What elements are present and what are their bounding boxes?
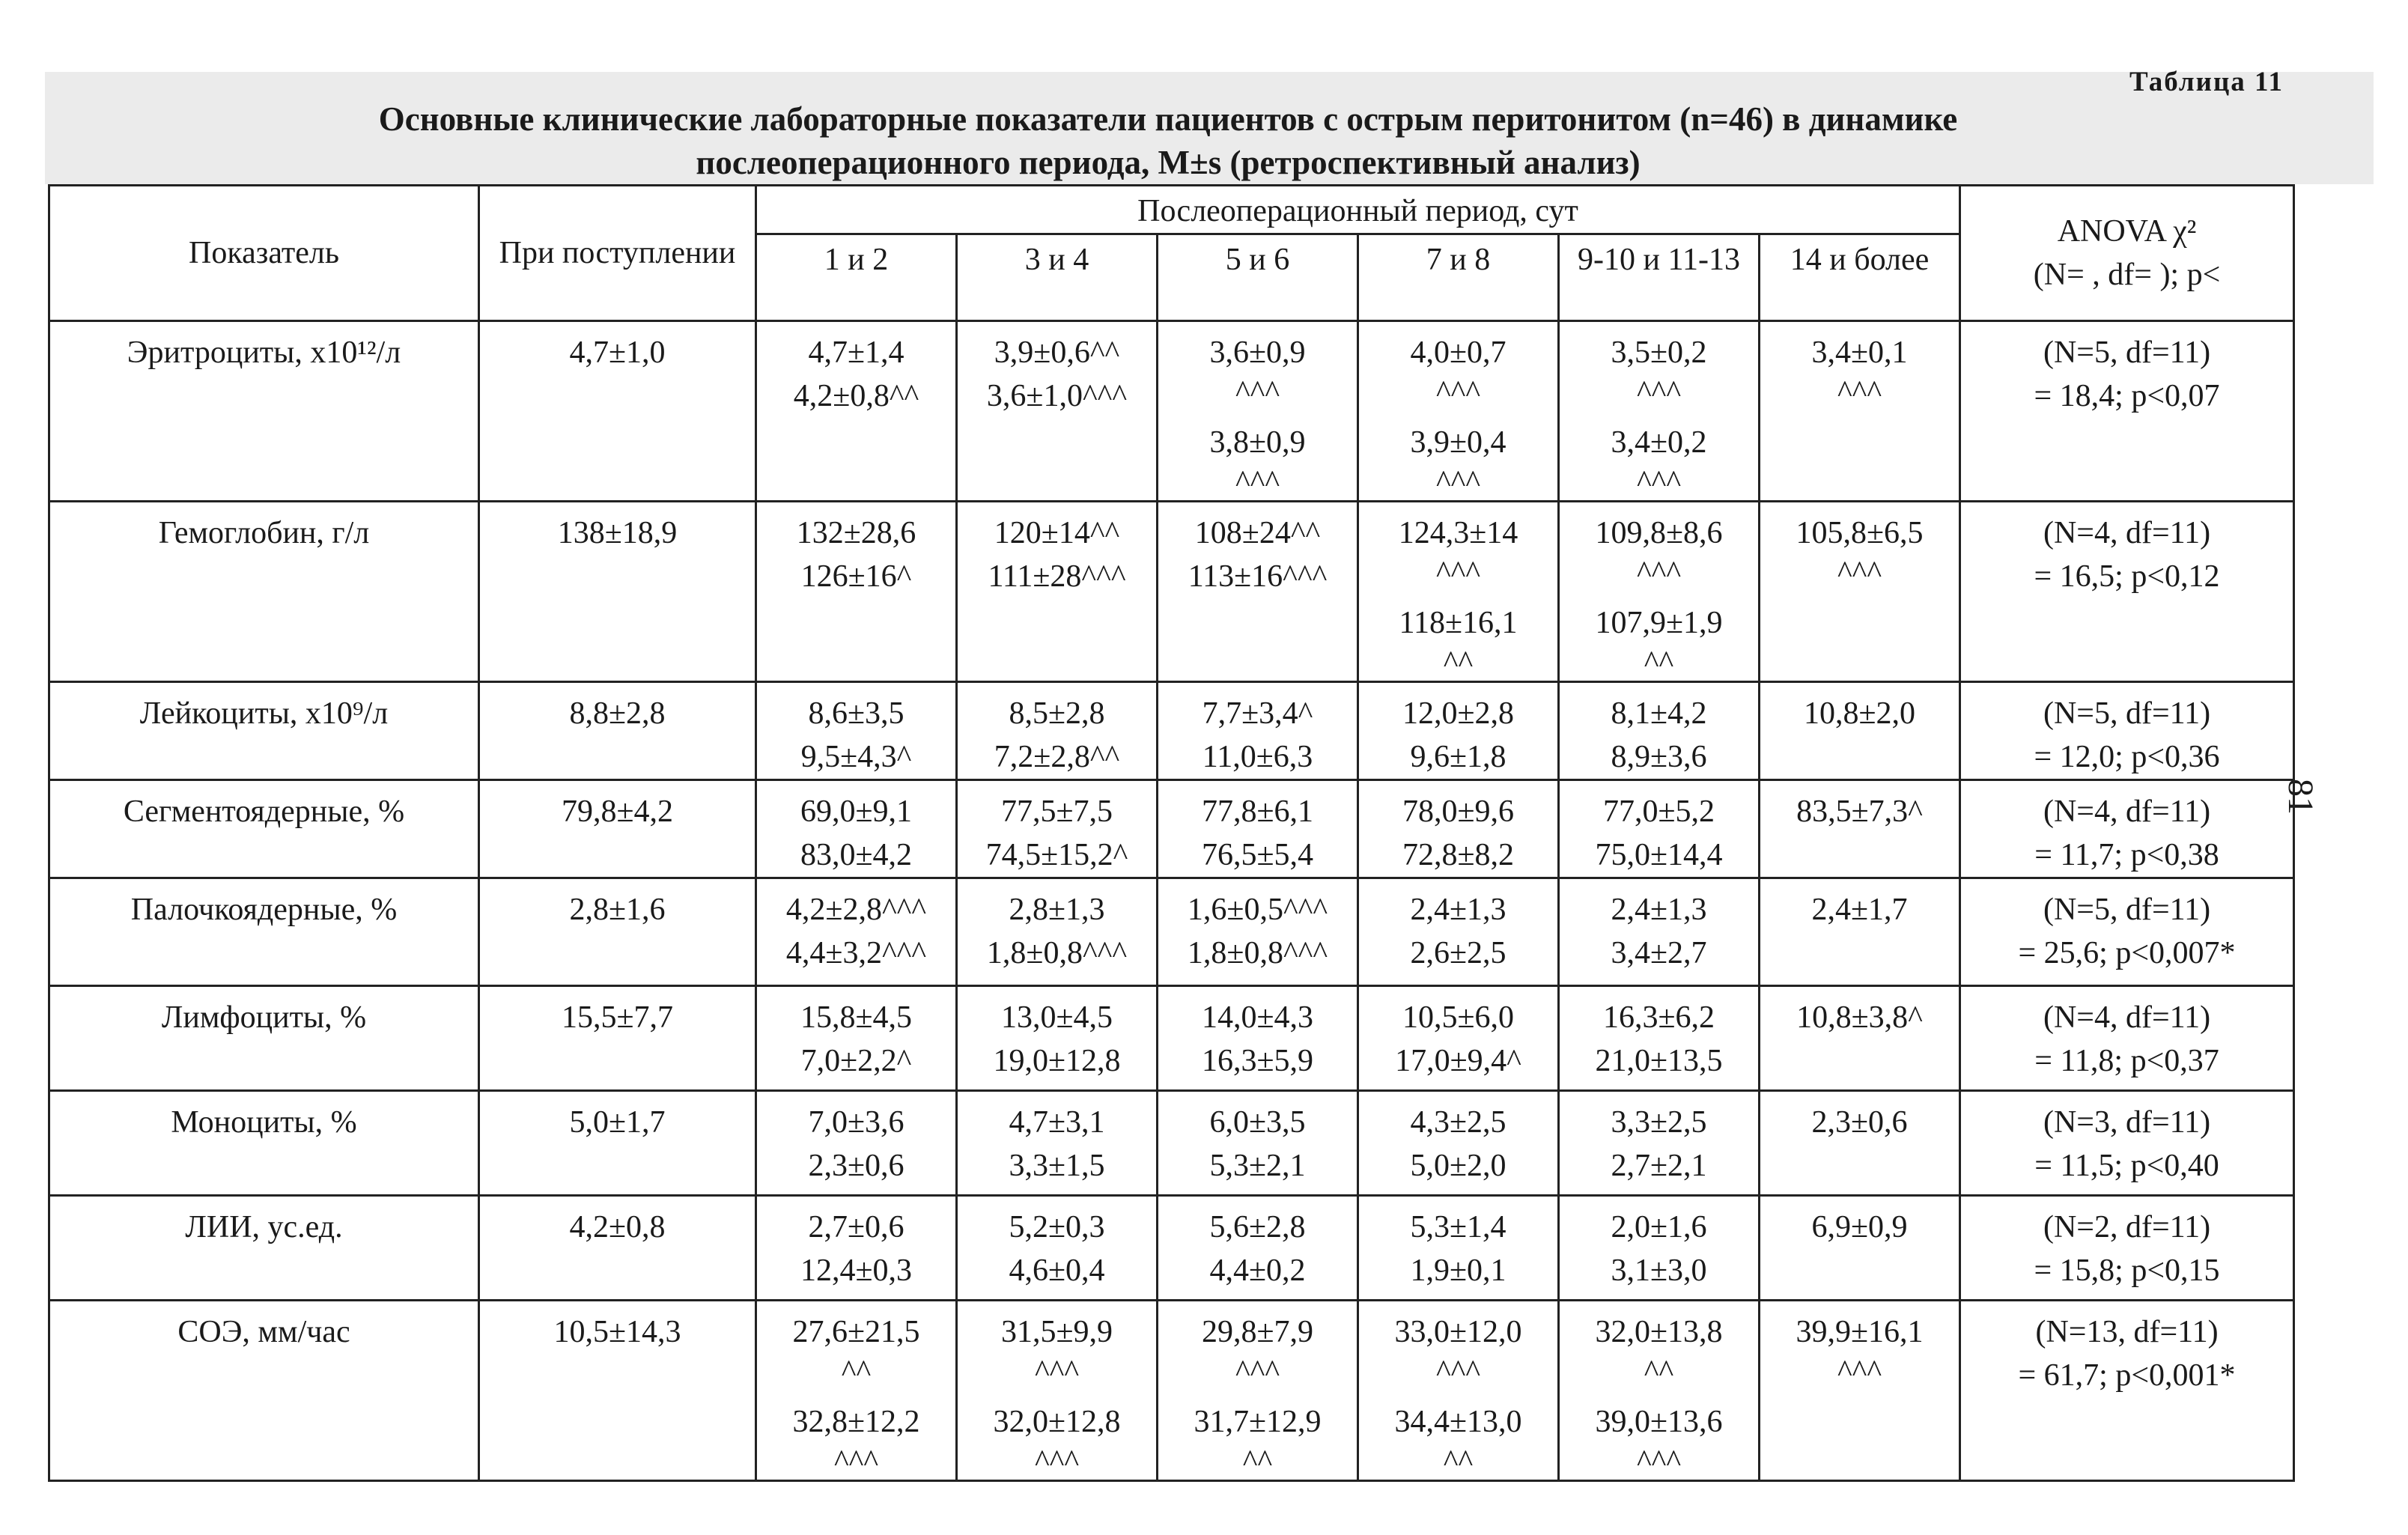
period-value-cell [1158, 321, 1358, 502]
period-value-cell [1760, 1196, 1960, 1301]
cell-value: 6,9±0,9 [1811, 1210, 1908, 1244]
period-value-cell [756, 502, 957, 682]
period-value-cell [1559, 780, 1760, 878]
cell-spacer [1163, 410, 1352, 421]
cell-value: 32,0±13,8 [1595, 1315, 1723, 1349]
period-value-cell [957, 1196, 1158, 1301]
period-value-cell [1158, 1301, 1358, 1481]
table-title-line-2: послеоперационного периода, M±s (ретроспективный анализ) [696, 144, 1641, 181]
cell-spacer [1363, 410, 1553, 421]
period-value-cell [756, 1091, 957, 1196]
header-anova-line-1: ANOVA χ² [2057, 214, 2197, 249]
cell-value: 3,1±3,0 [1611, 1253, 1707, 1288]
admission-value: 8,8±2,8 [479, 682, 756, 780]
cell-value: 19,0±12,8 [993, 1044, 1121, 1078]
period-value-cell [756, 1196, 957, 1301]
significance-mark: ^^^ [1235, 1355, 1280, 1389]
period-value-cell [1760, 1091, 1960, 1196]
cell-value: 109,8±8,6 [1595, 516, 1723, 550]
anova-result [1960, 1091, 2294, 1196]
anova-line: = 16,5; p<0,12 [2034, 559, 2220, 594]
cell-value: 72,8±8,2 [1402, 838, 1515, 872]
cell-value: 7,7±3,4^ [1202, 696, 1313, 731]
cell-value: 2,3±0,6 [1811, 1105, 1908, 1140]
cell-value: 4,6±0,4 [1009, 1253, 1105, 1288]
row-parameter-name: Сегментоядерные, % [49, 780, 479, 878]
significance-mark: ^^^ [1435, 465, 1481, 499]
cell-value: 75,0±14,4 [1595, 838, 1723, 872]
period-value-cell [1760, 682, 1960, 780]
anova-line: = 15,8; p<0,15 [2034, 1253, 2220, 1288]
cell-value: 8,5±2,8 [1009, 696, 1105, 731]
cell-value: 4,0±0,7 [1410, 335, 1506, 370]
significance-mark: ^^ [1644, 645, 1674, 680]
cell-value: 132±28,6 [796, 516, 916, 550]
period-value-cell [1559, 682, 1760, 780]
significance-mark: ^^ [841, 1355, 872, 1389]
row-parameter-name: Лейкоциты, x10⁹/л [49, 682, 479, 780]
anova-line: (N=5, df=11) [2043, 893, 2211, 927]
cell-value: 3,5±0,2 [1611, 335, 1707, 370]
cell-value: 3,4±0,1 [1811, 335, 1908, 370]
row-parameter-name: СОЭ, мм/час [49, 1301, 479, 1481]
cell-value: 29,8±7,9 [1201, 1315, 1314, 1349]
significance-mark: ^^^ [1636, 556, 1682, 590]
anova-line: = 61,7; p<0,001* [2018, 1358, 2236, 1393]
admission-value: 10,5±14,3 [479, 1301, 756, 1481]
cell-value: 2,4±1,3 [1410, 893, 1506, 927]
cell-value: 74,5±15,2^ [985, 838, 1128, 872]
cell-value: 7,2±2,8^^ [994, 740, 1120, 774]
cell-value: 113±16^^^ [1188, 559, 1328, 594]
anova-result [1960, 780, 2294, 878]
anova-line: (N=4, df=11) [2043, 516, 2211, 550]
period-value-cell [957, 986, 1158, 1091]
cell-value: 7,0±2,2^ [800, 1044, 912, 1078]
table-row [49, 321, 2294, 502]
row-parameter-name: Палочкоядерные, % [49, 878, 479, 986]
cell-value: 5,3±2,1 [1209, 1149, 1306, 1183]
period-value-cell [957, 878, 1158, 986]
period-value-cell [1358, 1196, 1559, 1301]
admission-value: 79,8±4,2 [479, 780, 756, 878]
period-value-cell [1158, 682, 1358, 780]
cell-value: 39,9±16,1 [1796, 1315, 1924, 1349]
header-period-4: 7 и 8 [1358, 234, 1559, 321]
period-value-cell [957, 321, 1158, 502]
cell-value: 107,9±1,9 [1595, 606, 1723, 640]
cell-value: 31,5±9,9 [1000, 1315, 1113, 1349]
table-row [49, 878, 2294, 986]
cell-value: 78,0±9,6 [1402, 794, 1515, 829]
cell-value: 5,0±2,0 [1410, 1149, 1506, 1183]
cell-value: 83,5±7,3^ [1796, 794, 1923, 829]
header-period-2: 3 и 4 [957, 234, 1158, 321]
cell-spacer [1564, 591, 1754, 601]
cell-spacer [1564, 1390, 1754, 1400]
cell-value: 77,5±7,5 [1000, 794, 1113, 829]
cell-value: 3,9±0,6^^ [994, 335, 1120, 370]
cell-value: 4,4±3,2^^^ [785, 936, 927, 970]
header-period-3: 5 и 6 [1158, 234, 1358, 321]
cell-value: 2,4±1,7 [1811, 893, 1908, 927]
significance-mark: ^^^ [1837, 375, 1882, 410]
cell-value: 8,9±3,6 [1611, 740, 1707, 774]
anova-line: (N=2, df=11) [2043, 1210, 2211, 1244]
cell-value: 32,0±12,8 [993, 1405, 1121, 1439]
cell-value: 3,6±0,9 [1209, 335, 1306, 370]
significance-mark: ^^^ [1034, 1444, 1080, 1479]
anova-result [1960, 1196, 2294, 1301]
cell-value: 4,4±0,2 [1209, 1253, 1306, 1288]
anova-line: (N=4, df=11) [2043, 794, 2211, 829]
admission-value: 15,5±7,7 [479, 986, 756, 1091]
period-value-cell [756, 682, 957, 780]
anova-line: (N=13, df=11) [2035, 1315, 2219, 1349]
cell-spacer [1564, 410, 1754, 421]
cell-value: 16,3±6,2 [1602, 1000, 1715, 1035]
anova-line: = 25,6; p<0,007* [2018, 936, 2236, 970]
cell-value: 3,4±2,7 [1611, 936, 1707, 970]
header-parameter: Показатель [49, 186, 479, 321]
cell-value: 11,0±6,3 [1202, 740, 1313, 774]
cell-value: 6,0±3,5 [1209, 1105, 1306, 1140]
anova-line: (N=3, df=11) [2043, 1105, 2211, 1140]
cell-value: 10,5±6,0 [1402, 1000, 1515, 1035]
cell-value: 8,1±4,2 [1611, 696, 1707, 731]
cell-value: 5,2±0,3 [1009, 1210, 1105, 1244]
table-row [49, 682, 2294, 780]
cell-value: 4,2±0,8^^ [793, 379, 919, 413]
significance-mark: ^^^ [1034, 1355, 1080, 1389]
period-value-cell [1559, 986, 1760, 1091]
period-value-cell [756, 878, 957, 986]
admission-value: 4,7±1,0 [479, 321, 756, 502]
cell-value: 21,0±13,5 [1595, 1044, 1723, 1078]
cell-value: 1,8±0,8^^^ [1187, 936, 1328, 970]
table-row [49, 986, 2294, 1091]
period-value-cell [1760, 1301, 1960, 1481]
admission-value: 2,8±1,6 [479, 878, 756, 986]
anova-result [1960, 321, 2294, 502]
header-postop-period: Послеоперационный период, сут [756, 186, 1960, 234]
page-number: 81 [2281, 779, 2320, 815]
lab-indicators-table [48, 184, 2295, 1482]
period-value-cell [1760, 986, 1960, 1091]
cell-value: 126±16^ [800, 559, 912, 594]
cell-value: 1,6±0,5^^^ [1187, 893, 1328, 927]
period-value-cell [1559, 502, 1760, 682]
period-value-cell [1760, 780, 1960, 878]
period-value-cell [1358, 878, 1559, 986]
period-value-cell [1559, 1301, 1760, 1481]
period-value-cell [1559, 878, 1760, 986]
cell-value: 12,0±2,8 [1402, 696, 1515, 731]
cell-value: 16,3±5,9 [1201, 1044, 1314, 1078]
period-value-cell [1358, 780, 1559, 878]
period-value-cell [1760, 878, 1960, 986]
cell-value: 3,4±0,2 [1611, 425, 1707, 460]
row-parameter-name: Гемоглобин, г/л [49, 502, 479, 682]
significance-mark: ^^ [1644, 1355, 1674, 1389]
significance-mark: ^^^ [1636, 375, 1682, 410]
cell-spacer [761, 1390, 951, 1400]
period-value-cell [957, 682, 1158, 780]
cell-spacer [1363, 591, 1553, 601]
anova-line: (N=4, df=11) [2043, 1000, 2211, 1035]
anova-line: (N=5, df=11) [2043, 335, 2211, 370]
cell-value: 31,7±12,9 [1194, 1405, 1322, 1439]
cell-value: 83,0±4,2 [800, 838, 913, 872]
period-value-cell [1358, 1091, 1559, 1196]
table-label: Таблица 11 [2129, 67, 2284, 97]
cell-value: 105,8±6,5 [1796, 516, 1924, 550]
period-value-cell [1559, 1196, 1760, 1301]
cell-value: 3,6±1,0^^^ [986, 379, 1128, 413]
significance-mark: ^^^ [1837, 1355, 1882, 1389]
header-admission: При поступлении [479, 186, 756, 321]
period-value-cell [1559, 1091, 1760, 1196]
cell-value: 10,8±2,0 [1803, 696, 1916, 731]
cell-value: 9,6±1,8 [1410, 740, 1506, 774]
cell-value: 2,4±1,3 [1611, 893, 1707, 927]
cell-value: 3,3±1,5 [1009, 1149, 1105, 1183]
admission-value: 4,2±0,8 [479, 1196, 756, 1301]
cell-value: 120±14^^ [994, 516, 1120, 550]
cell-value: 39,0±13,6 [1595, 1405, 1723, 1439]
significance-mark: ^^^ [1235, 465, 1280, 499]
anova-result [1960, 986, 2294, 1091]
cell-value: 10,8±3,8^ [1796, 1000, 1923, 1035]
cell-value: 3,3±2,5 [1611, 1105, 1707, 1140]
period-value-cell [1158, 878, 1358, 986]
admission-value: 5,0±1,7 [479, 1091, 756, 1196]
period-value-cell [1158, 986, 1358, 1091]
cell-value: 77,8±6,1 [1201, 794, 1314, 829]
cell-value: 118±16,1 [1399, 606, 1518, 640]
period-value-cell [1158, 502, 1358, 682]
cell-value: 1,8±0,8^^^ [986, 936, 1128, 970]
period-value-cell [1358, 1301, 1559, 1481]
cell-value: 108±24^^ [1194, 516, 1321, 550]
significance-mark: ^^ [1242, 1444, 1273, 1479]
period-value-cell [1358, 502, 1559, 682]
table-row [49, 1301, 2294, 1481]
period-value-cell [756, 321, 957, 502]
cell-value: 4,3±2,5 [1410, 1105, 1506, 1140]
period-value-cell [756, 986, 957, 1091]
header-anova [1960, 186, 2294, 321]
cell-value: 27,6±21,5 [792, 1315, 920, 1349]
header-anova-line-2: (N= , df= ); p< [2033, 258, 2221, 292]
cell-value: 33,0±12,0 [1394, 1315, 1522, 1349]
table-title-line-1: Основные клинические лабораторные показатели пациентов с острым перитонитом (n=46) в динамике [378, 100, 1958, 138]
cell-value: 9,5±4,3^ [800, 740, 912, 774]
cell-value: 69,0±9,1 [800, 794, 913, 829]
cell-value: 12,4±0,3 [800, 1253, 913, 1288]
cell-value: 2,7±2,1 [1611, 1149, 1707, 1183]
significance-mark: ^^^ [1235, 375, 1280, 410]
table-row [49, 502, 2294, 682]
table-row [49, 780, 2294, 878]
significance-mark: ^^^ [1435, 375, 1481, 410]
period-value-cell [1358, 682, 1559, 780]
cell-value: 76,5±5,4 [1201, 838, 1314, 872]
anova-result [1960, 502, 2294, 682]
anova-result [1960, 682, 2294, 780]
row-parameter-name: Моноциты, % [49, 1091, 479, 1196]
header-period-5: 9-10 и 11-13 [1559, 234, 1760, 321]
cell-value: 124,3±14 [1398, 516, 1518, 550]
anova-result [1960, 878, 2294, 986]
significance-mark: ^^^ [1837, 556, 1882, 590]
cell-spacer [1163, 1390, 1352, 1400]
period-value-cell [957, 1301, 1158, 1481]
period-value-cell [957, 1091, 1158, 1196]
significance-mark: ^^^ [1636, 465, 1682, 499]
significance-mark: ^^ [1443, 1444, 1474, 1479]
cell-value: 32,8±12,2 [792, 1405, 920, 1439]
cell-value: 77,0±5,2 [1602, 794, 1715, 829]
row-parameter-name: Лимфоциты, % [49, 986, 479, 1091]
period-value-cell [1158, 780, 1358, 878]
anova-line: = 11,7; p<0,38 [2034, 838, 2219, 872]
cell-value: 2,7±0,6 [808, 1210, 904, 1244]
cell-value: 4,7±1,4 [808, 335, 904, 370]
row-parameter-name: ЛИИ, ус.ед. [49, 1196, 479, 1301]
period-value-cell [1559, 321, 1760, 502]
cell-value: 2,6±2,5 [1410, 936, 1506, 970]
period-value-cell [957, 502, 1158, 682]
period-value-cell [1760, 502, 1960, 682]
cell-value: 2,0±1,6 [1611, 1210, 1707, 1244]
significance-mark: ^^^ [833, 1444, 879, 1479]
period-value-cell [1158, 1091, 1358, 1196]
cell-spacer [1363, 1390, 1553, 1400]
admission-value: 138±18,9 [479, 502, 756, 682]
cell-value: 13,0±4,5 [1000, 1000, 1113, 1035]
table-row [49, 1196, 2294, 1301]
period-value-cell [756, 1301, 957, 1481]
period-value-cell [957, 780, 1158, 878]
significance-mark: ^^^ [1435, 1355, 1481, 1389]
cell-value: 1,9±0,1 [1410, 1253, 1506, 1288]
cell-value: 2,3±0,6 [808, 1149, 904, 1183]
period-value-cell [756, 780, 957, 878]
cell-value: 7,0±3,6 [808, 1105, 904, 1140]
cell-value: 8,6±3,5 [808, 696, 904, 731]
cell-value: 2,8±1,3 [1009, 893, 1105, 927]
significance-mark: ^^^ [1435, 556, 1481, 590]
anova-result [1960, 1301, 2294, 1481]
cell-spacer [962, 1390, 1152, 1400]
cell-value: 17,0±9,4^ [1395, 1044, 1521, 1078]
cell-value: 5,6±2,8 [1209, 1210, 1306, 1244]
cell-value: 14,0±4,3 [1201, 1000, 1314, 1035]
cell-value: 5,3±1,4 [1410, 1210, 1506, 1244]
period-value-cell [1358, 321, 1559, 502]
row-parameter-name: Эритроциты, x10¹²/л [49, 321, 479, 502]
period-value-cell [1358, 986, 1559, 1091]
header-period-6: 14 и более [1760, 234, 1960, 321]
period-value-cell [1158, 1196, 1358, 1301]
cell-value: 4,7±3,1 [1009, 1105, 1105, 1140]
anova-line: = 18,4; p<0,07 [2034, 379, 2220, 413]
cell-value: 3,9±0,4 [1410, 425, 1506, 460]
significance-mark: ^^ [1443, 645, 1474, 680]
cell-value: 34,4±13,0 [1394, 1405, 1522, 1439]
period-value-cell [1760, 321, 1960, 502]
anova-line: (N=5, df=11) [2043, 696, 2211, 731]
significance-mark: ^^^ [1636, 1444, 1682, 1479]
anova-line: = 11,8; p<0,37 [2034, 1044, 2219, 1078]
cell-value: 15,8±4,5 [800, 1000, 913, 1035]
cell-value: 111±28^^^ [988, 559, 1126, 594]
cell-value: 4,2±2,8^^^ [785, 893, 927, 927]
table-row [49, 1091, 2294, 1196]
anova-line: = 11,5; p<0,40 [2034, 1149, 2219, 1183]
header-period-1: 1 и 2 [756, 234, 957, 321]
anova-line: = 12,0; p<0,36 [2034, 740, 2220, 774]
cell-value: 3,8±0,9 [1209, 425, 1306, 460]
